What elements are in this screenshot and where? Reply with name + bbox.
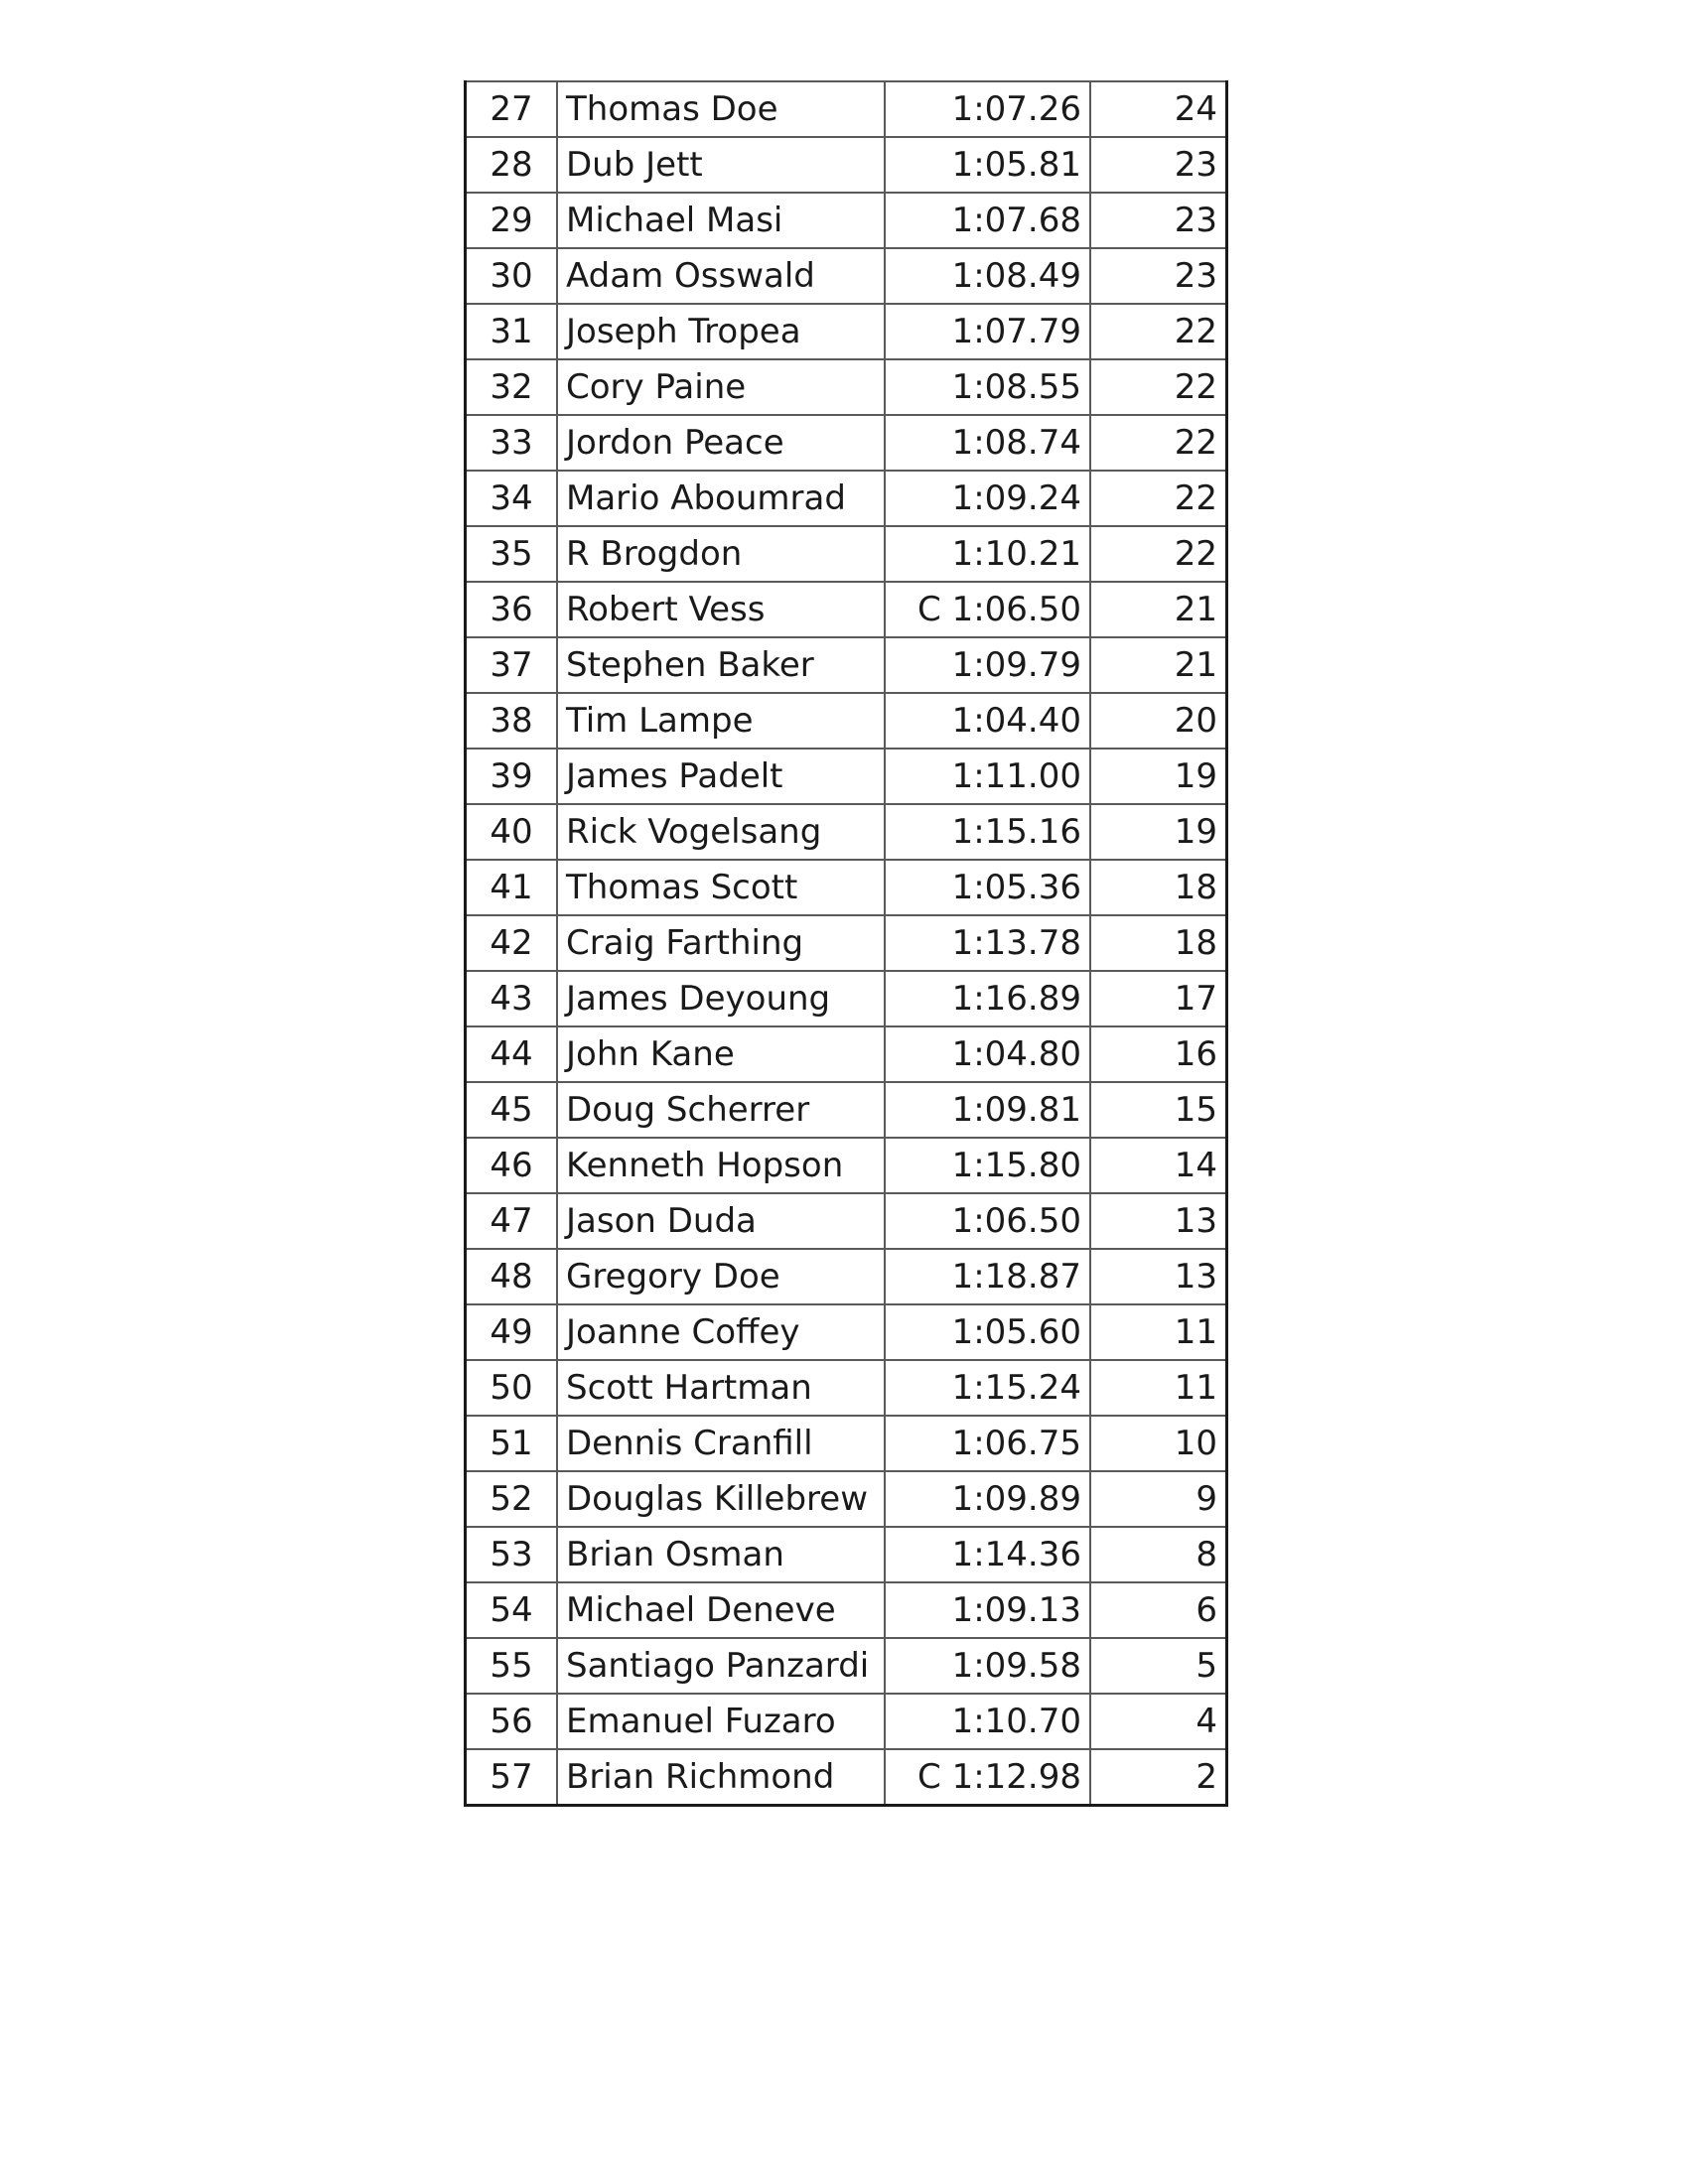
place-cell: 54 <box>466 1582 558 1638</box>
time-cell: 1:08.74 <box>885 415 1090 471</box>
time-cell: 1:07.26 <box>885 81 1090 137</box>
name-cell: Joseph Tropea <box>557 304 885 359</box>
table-row <box>466 1471 1227 1527</box>
time-cell: 1:04.80 <box>885 1026 1090 1082</box>
table-row <box>466 248 1227 304</box>
place-cell: 57 <box>466 1749 558 1806</box>
table-row <box>466 1138 1227 1193</box>
name-cell: Kenneth Hopson <box>557 1138 885 1193</box>
place-cell: 47 <box>466 1193 558 1249</box>
name-cell: James Deyoung <box>557 971 885 1026</box>
points-cell: 19 <box>1090 804 1227 860</box>
table-row <box>466 1304 1227 1360</box>
name-cell: Thomas Scott <box>557 860 885 915</box>
place-cell: 32 <box>466 359 558 415</box>
table-row <box>466 693 1227 749</box>
table-row <box>466 81 1227 137</box>
points-cell: 14 <box>1090 1138 1227 1193</box>
time-cell: 1:05.81 <box>885 137 1090 193</box>
place-cell: 40 <box>466 804 558 860</box>
points-cell: 2 <box>1090 1749 1227 1806</box>
time-cell: 1:11.00 <box>885 749 1090 804</box>
time-cell: 1:06.50 <box>885 1193 1090 1249</box>
table-row <box>466 1360 1227 1416</box>
points-cell: 10 <box>1090 1416 1227 1471</box>
table-row <box>466 137 1227 193</box>
place-cell: 37 <box>466 637 558 693</box>
table-row <box>466 359 1227 415</box>
time-cell: 1:15.16 <box>885 804 1090 860</box>
time-cell: C 1:12.98 <box>885 1749 1090 1806</box>
name-cell: Adam Osswald <box>557 248 885 304</box>
name-cell: John Kane <box>557 1026 885 1082</box>
points-cell: 23 <box>1090 193 1227 248</box>
place-cell: 48 <box>466 1249 558 1304</box>
place-cell: 34 <box>466 471 558 526</box>
points-cell: 23 <box>1090 248 1227 304</box>
points-cell: 21 <box>1090 637 1227 693</box>
table-row <box>466 1416 1227 1471</box>
table-row <box>466 1193 1227 1249</box>
name-cell: Stephen Baker <box>557 637 885 693</box>
table-row <box>466 915 1227 971</box>
time-cell: 1:15.80 <box>885 1138 1090 1193</box>
name-cell: Tim Lampe <box>557 693 885 749</box>
place-cell: 38 <box>466 693 558 749</box>
time-cell: 1:05.36 <box>885 860 1090 915</box>
name-cell: Michael Masi <box>557 193 885 248</box>
place-cell: 55 <box>466 1638 558 1694</box>
time-cell: 1:18.87 <box>885 1249 1090 1304</box>
name-cell: Mario Aboumrad <box>557 471 885 526</box>
table-row <box>466 193 1227 248</box>
name-cell: Thomas Doe <box>557 81 885 137</box>
points-cell: 20 <box>1090 693 1227 749</box>
table-row <box>466 471 1227 526</box>
name-cell: R Brogdon <box>557 526 885 582</box>
table-row <box>466 1694 1227 1749</box>
table-row <box>466 526 1227 582</box>
points-cell: 5 <box>1090 1638 1227 1694</box>
points-cell: 22 <box>1090 526 1227 582</box>
name-cell: Dennis Cranfill <box>557 1416 885 1471</box>
place-cell: 30 <box>466 248 558 304</box>
time-cell: 1:07.68 <box>885 193 1090 248</box>
points-cell: 11 <box>1090 1304 1227 1360</box>
time-cell: C 1:06.50 <box>885 582 1090 637</box>
points-cell: 13 <box>1090 1193 1227 1249</box>
points-cell: 6 <box>1090 1582 1227 1638</box>
place-cell: 35 <box>466 526 558 582</box>
place-cell: 36 <box>466 582 558 637</box>
place-cell: 50 <box>466 1360 558 1416</box>
points-cell: 16 <box>1090 1026 1227 1082</box>
table-row <box>466 637 1227 693</box>
name-cell: Scott Hartman <box>557 1360 885 1416</box>
table-row <box>466 1582 1227 1638</box>
place-cell: 28 <box>466 137 558 193</box>
time-cell: 1:15.24 <box>885 1360 1090 1416</box>
time-cell: 1:10.21 <box>885 526 1090 582</box>
time-cell: 1:04.40 <box>885 693 1090 749</box>
points-cell: 22 <box>1090 304 1227 359</box>
table-row <box>466 1082 1227 1138</box>
name-cell: James Padelt <box>557 749 885 804</box>
time-cell: 1:13.78 <box>885 915 1090 971</box>
name-cell: Craig Farthing <box>557 915 885 971</box>
name-cell: Emanuel Fuzaro <box>557 1694 885 1749</box>
place-cell: 52 <box>466 1471 558 1527</box>
points-cell: 18 <box>1090 915 1227 971</box>
name-cell: Brian Richmond <box>557 1749 885 1806</box>
points-cell: 23 <box>1090 137 1227 193</box>
table-row <box>466 582 1227 637</box>
name-cell: Brian Osman <box>557 1527 885 1582</box>
table-row <box>466 415 1227 471</box>
time-cell: 1:05.60 <box>885 1304 1090 1360</box>
place-cell: 43 <box>466 971 558 1026</box>
points-cell: 9 <box>1090 1471 1227 1527</box>
time-cell: 1:09.24 <box>885 471 1090 526</box>
table-row <box>466 1527 1227 1582</box>
name-cell: Gregory Doe <box>557 1249 885 1304</box>
place-cell: 45 <box>466 1082 558 1138</box>
table-row <box>466 971 1227 1026</box>
results-table-body <box>466 81 1227 1806</box>
points-cell: 22 <box>1090 359 1227 415</box>
place-cell: 33 <box>466 415 558 471</box>
time-cell: 1:14.36 <box>885 1527 1090 1582</box>
place-cell: 53 <box>466 1527 558 1582</box>
name-cell: Cory Paine <box>557 359 885 415</box>
results-table <box>464 80 1228 1807</box>
time-cell: 1:09.89 <box>885 1471 1090 1527</box>
time-cell: 1:09.13 <box>885 1582 1090 1638</box>
place-cell: 29 <box>466 193 558 248</box>
points-cell: 15 <box>1090 1082 1227 1138</box>
time-cell: 1:08.49 <box>885 248 1090 304</box>
table-row <box>466 304 1227 359</box>
time-cell: 1:10.70 <box>885 1694 1090 1749</box>
place-cell: 41 <box>466 860 558 915</box>
points-cell: 21 <box>1090 582 1227 637</box>
table-row <box>466 804 1227 860</box>
points-cell: 17 <box>1090 971 1227 1026</box>
name-cell: Jordon Peace <box>557 415 885 471</box>
place-cell: 39 <box>466 749 558 804</box>
place-cell: 42 <box>466 915 558 971</box>
name-cell: Michael Deneve <box>557 1582 885 1638</box>
place-cell: 44 <box>466 1026 558 1082</box>
place-cell: 49 <box>466 1304 558 1360</box>
place-cell: 27 <box>466 81 558 137</box>
place-cell: 51 <box>466 1416 558 1471</box>
table-row <box>466 1638 1227 1694</box>
time-cell: 1:08.55 <box>885 359 1090 415</box>
time-cell: 1:09.79 <box>885 637 1090 693</box>
points-cell: 18 <box>1090 860 1227 915</box>
name-cell: Jason Duda <box>557 1193 885 1249</box>
name-cell: Joanne Coffey <box>557 1304 885 1360</box>
name-cell: Doug Scherrer <box>557 1082 885 1138</box>
time-cell: 1:06.75 <box>885 1416 1090 1471</box>
points-cell: 13 <box>1090 1249 1227 1304</box>
time-cell: 1:09.58 <box>885 1638 1090 1694</box>
place-cell: 56 <box>466 1694 558 1749</box>
table-row <box>466 1249 1227 1304</box>
name-cell: Santiago Panzardi <box>557 1638 885 1694</box>
place-cell: 31 <box>466 304 558 359</box>
place-cell: 46 <box>466 1138 558 1193</box>
points-cell: 4 <box>1090 1694 1227 1749</box>
points-cell: 24 <box>1090 81 1227 137</box>
time-cell: 1:16.89 <box>885 971 1090 1026</box>
points-cell: 11 <box>1090 1360 1227 1416</box>
name-cell: Douglas Killebrew <box>557 1471 885 1527</box>
points-cell: 22 <box>1090 471 1227 526</box>
points-cell: 22 <box>1090 415 1227 471</box>
name-cell: Robert Vess <box>557 582 885 637</box>
table-row <box>466 749 1227 804</box>
name-cell: Dub Jett <box>557 137 885 193</box>
time-cell: 1:07.79 <box>885 304 1090 359</box>
name-cell: Rick Vogelsang <box>557 804 885 860</box>
table-row <box>466 1749 1227 1806</box>
time-cell: 1:09.81 <box>885 1082 1090 1138</box>
table-row <box>466 1026 1227 1082</box>
points-cell: 8 <box>1090 1527 1227 1582</box>
points-cell: 19 <box>1090 749 1227 804</box>
table-row <box>466 860 1227 915</box>
